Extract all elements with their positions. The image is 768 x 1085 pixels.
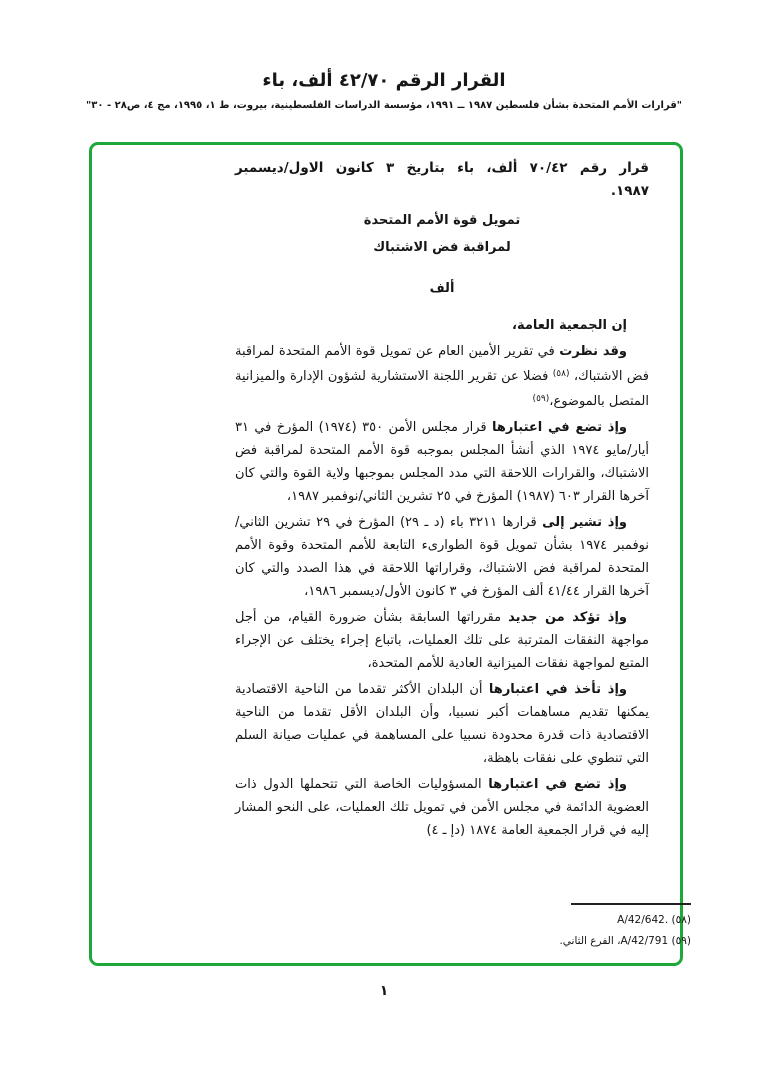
resolution-title-line1: تمويل قوة الأمم المتحدة [363,213,521,228]
paragraph-lead: وإذ تشير إلى [542,515,627,530]
page-title: القرار الرقم ٤٢/٧٠ ألف، باء [262,70,506,91]
paragraph-lead: إن الجمعية العامة، [512,318,627,333]
paragraph-lead: وإذ تؤكد من جديد [508,610,628,625]
paragraph [235,416,649,508]
source-citation: "قرارات الأمم المتحدة بشأن فلسطين ١٩٨٧ ــ ١٩٩١، مؤسسة الدراسات الفلسطينية، بيروت، ط ١، ١٩٩٥، مج ٤، ص٢٨ - ٣٠" [86,100,682,111]
section-label: ألف [429,281,455,296]
paragraph [235,340,649,413]
resolution-title-line2: لمراقبة فض الاشتباك [373,240,511,255]
green-highlight-box [89,142,683,966]
paragraph-text: قرارها ٣٢١١ باء (د ـ ٢٩) المؤرخ في ٢٩ تشرين الثاني/نوفمبر ١٩٧٤ بشأن تمويل قوة الطوارىء التابعة للأمم المتحدة وقوة الأمم المتحدة لمراقبة فض الاشتباك، وقراراتها اللاحقة في هذا الصدد والتي كان آخرها القرار ٤١/٤٤ ألف المؤرخ في ٣ كانون الأول/ديسمبر ١٩٨٦، [235,515,649,599]
footnote-reference: (٥٩) [532,394,550,404]
paragraph [235,678,649,770]
footnote-separator [571,903,691,905]
paragraph-text: قرار مجلس الأمن ٣٥٠ (١٩٧٤) المؤرخ في ٣١ أيار/مايو ١٩٧٤ الذي أنشأ المجلس بموجبه قوة الأمم المتحدة لمراقبة فض الاشتباك، والقرارات اللاحقة التي مدد المجلس بموجبها ولاية القوة والتي كان آخرها القرار ٦٠٣ (١٩٨٧) المؤرخ في ٢٥ تشرين الثاني/نوفمبر ١٩٨٧، [235,420,649,504]
paragraph-lead: وقد نظرت [559,344,628,359]
paragraph-text: فضلا عن تقرير اللجنة الاستشارية لشؤون الإدارة والميزانية المتصل بالموضوع، [235,369,649,409]
paragraph [235,606,649,675]
paragraph-text: أن البلدان الأكثر تقدما من الناحية الاقتصادية يمكنها تقديم مساهمات أكبر نسبيا، وأن البلدان الأقل تقدما من الناحية الاقتصادية ذات قدرة محدودة نسبيا على المساهمة في عمليات صيانة السلم التي تنطوي على نفقات باهظة، [235,682,649,766]
page-number: ١ [379,983,389,999]
resolution-heading: قرار رقم ٧٠/٤٢ ألف، باء بتاريخ ٣ كانون الاول/ديسمبر ١٩٨٧. [235,160,649,199]
paragraph-text: في تقرير الأمين العام عن تمويل قوة الأمم المتحدة لمراقبة فض الاشتباك، [235,344,649,384]
footnotes [515,903,691,952]
document-paragraphs [235,314,649,842]
footnote-marker: (٥٨) [671,914,691,926]
paragraph-lead: وإذ تضع في اعتبارها [488,777,627,792]
paragraph-text: مقرراتها السابقة بشأن ضرورة القيام، من أجل مواجهة النفقات المترتبة على تلك العمليات، باتباع إجراء يختلف عن الإجراء المتبع لمواجهة نفقات الميزانية العادية للأمم المتحدة، [235,610,649,671]
footnote-text: A/42/642. [617,914,669,926]
paragraph-text: المسؤوليات الخاصة التي تتحملها الدول ذات العضوية الدائمة في مجلس الأمن في تمويل تلك العمليات، على النحو المشار إليه في قرار الجمعية العامة ١٨٧٤ (دإ ـ ٤) [235,777,649,838]
document-body [235,157,649,845]
footnote-reference: (٥٨) [552,369,570,379]
paragraph [235,314,649,337]
footnote [515,931,691,952]
paragraph-lead: وإذ تأخذ في اعتبارها [488,682,627,697]
paragraph [235,511,649,603]
paragraph-lead: وإذ تضع في اعتبارها [492,420,627,435]
footnote-marker: (٥٩) [671,935,691,947]
footnote [515,910,691,931]
paragraph [235,773,649,842]
footnote-text: A/42/791، الفرع الثاني. [559,935,669,947]
